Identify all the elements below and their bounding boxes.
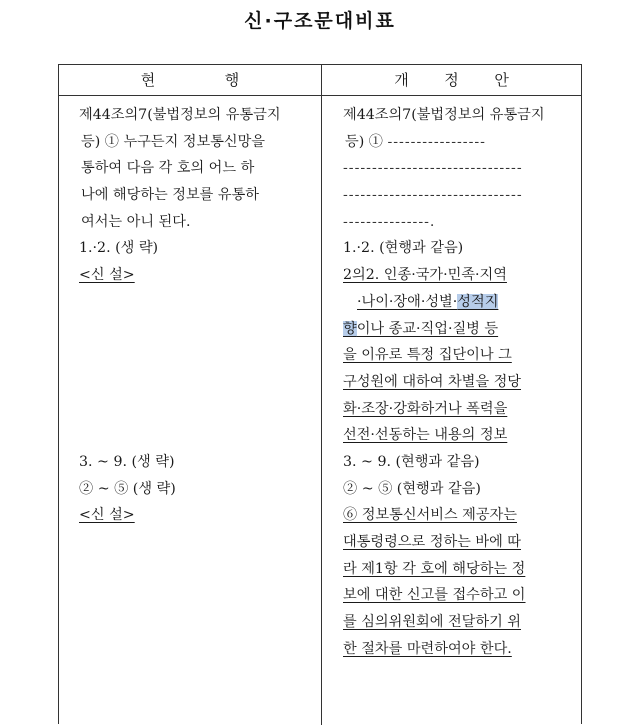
current-article-line: 제44조의7(불법정보의 유통금지 xyxy=(79,107,281,123)
proposed-item-2-2-line-2-plain: ·나이·장애·성별· xyxy=(357,293,458,310)
current-item-1-2: 1.·2. (생 략) xyxy=(79,240,159,257)
current-new-provision-2 xyxy=(79,502,315,529)
proposed-item-2-2-line: 선전·선동하는 내용의 정보 xyxy=(343,427,508,444)
proposed-amendment-column xyxy=(343,95,575,662)
table-header-row xyxy=(59,65,581,96)
header-current xyxy=(59,69,321,91)
current-new-provision-2-text: <신 설> xyxy=(79,507,135,524)
header-proposed-char-1: 개 xyxy=(394,71,409,89)
proposed-dash-line: ------------------------------- xyxy=(343,187,523,204)
proposed-para-6-line: 대통령령으로 정하는 바에 따 xyxy=(343,534,521,550)
proposed-item-2-2-line-1: 2의2. 인종·국가·민족·지역 xyxy=(343,267,507,284)
current-law-column xyxy=(79,95,315,529)
proposed-item-2-2-line-2 xyxy=(343,289,575,316)
current-article-line: 등) ① 누구든지 정보통신망을 xyxy=(81,133,266,150)
column-divider xyxy=(321,65,322,725)
proposed-item-2-2-line: 화·조장·강화하거나 폭력을 xyxy=(343,400,508,417)
proposed-article-line-1: 제44조의7(불법정보의 유통금지 xyxy=(343,107,545,123)
current-new-provision-1-text: <신 설> xyxy=(79,267,135,284)
proposed-item-2-2-line-3-plain: 이나 종교·직업·질병 등 xyxy=(356,320,499,337)
highlighted-text: 향 xyxy=(343,320,357,337)
current-item-3-9: 3. ~ 9. (생 략) xyxy=(79,453,175,470)
highlighted-text: 성적지 xyxy=(457,293,499,310)
current-article-line: 나에 해당하는 정보를 유통하 xyxy=(81,187,259,204)
proposed-article-line-2 xyxy=(343,129,575,156)
header-proposed-char-3: 안 xyxy=(494,71,509,89)
proposed-para-6-line: ⑥ 정보통신서비스 제공자는 xyxy=(343,507,517,524)
current-article-line: 여서는 아니 된다. xyxy=(81,213,191,230)
proposed-dash-line: ----------------- xyxy=(387,133,486,150)
current-para-2-5: ② ~ ⑤ (생 략) xyxy=(79,480,176,497)
proposed-item-2-2-line-3 xyxy=(343,316,575,343)
proposed-item-3-9: 3. ~ 9. (현행과 같음) xyxy=(343,453,480,470)
proposed-para-2-5: ② ~ ⑤ (현행과 같음) xyxy=(343,480,481,497)
header-proposed xyxy=(322,69,581,91)
proposed-para-6-line: 한 절차를 마련하여야 한다. xyxy=(343,640,512,657)
comparison-table xyxy=(58,64,582,724)
proposed-para-6-line: 를 심의위원회에 전달하기 위 xyxy=(343,614,521,631)
proposed-article-prefix: 등) ① xyxy=(345,133,383,150)
header-proposed-char-2: 정 xyxy=(444,71,459,89)
proposed-para-6-line: 라 제1항 각 호에 해당하는 정 xyxy=(343,560,526,577)
current-new-provision-1 xyxy=(79,262,315,289)
proposed-dash-line: ---------------. xyxy=(343,213,436,230)
proposed-item-2-2-line: 구성원에 대하여 차별을 정당 xyxy=(343,373,521,390)
current-blank-space xyxy=(79,289,315,449)
current-article-line: 통하여 다음 각 호의 어느 하 xyxy=(81,160,255,177)
proposed-item-1-2: 1.·2. (현행과 같음) xyxy=(343,240,464,257)
page-title: 신·구조문대비표 xyxy=(244,10,396,32)
proposed-dash-line: ------------------------------- xyxy=(343,160,523,177)
header-current-char-2: 행 xyxy=(224,71,240,89)
header-current-char-1: 현 xyxy=(140,71,156,89)
proposed-para-6-line: 보에 대한 신고를 접수하고 이 xyxy=(343,587,526,604)
proposed-item-2-2-line: 을 이유로 특정 집단이나 그 xyxy=(343,347,512,364)
